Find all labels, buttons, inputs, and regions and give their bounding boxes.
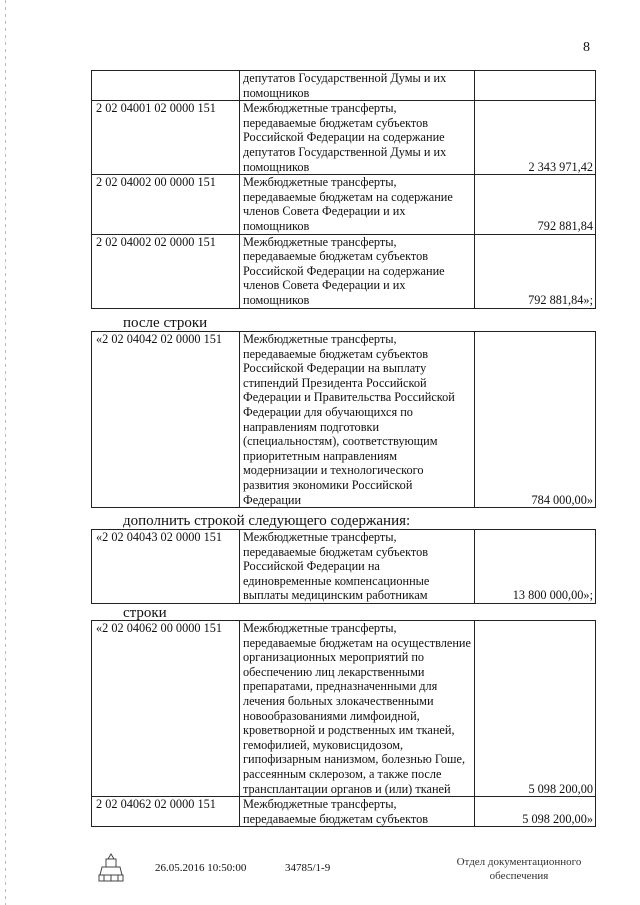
table-row: [92, 530, 596, 604]
amount-cell: 792 881,84: [475, 175, 596, 234]
name-cell: Межбюджетные трансферты, передаваемые бюджетам субъектов Российской Федерации на содержание депутатов Государственной Думы и их помощников: [240, 101, 475, 175]
amount-cell: 792 881,84»;: [475, 234, 596, 308]
amount-cell: 5 098 200,00: [475, 621, 596, 797]
budget-table-4: [91, 620, 596, 827]
budget-table-2: [91, 331, 596, 508]
table-row: [92, 332, 596, 508]
footer-doc-number: 34785/1-9: [285, 862, 331, 874]
table-block-1: [91, 70, 596, 309]
table-row: [92, 175, 596, 234]
amount-cell: 2 343 971,42: [475, 101, 596, 175]
table-row: [92, 101, 596, 175]
code-cell: 2 02 04002 02 0000 151: [92, 234, 240, 308]
code-cell: «2 02 04042 02 0000 151: [92, 332, 240, 508]
table-row: [92, 621, 596, 797]
footer-department: [449, 855, 589, 883]
budget-table-3: [91, 529, 596, 604]
budget-table-1: [91, 70, 596, 309]
table-row: [92, 797, 596, 827]
seal-logo-icon: [96, 851, 126, 885]
intro-lines: строки: [123, 605, 167, 621]
code-cell: [92, 71, 240, 101]
name-cell: Межбюджетные трансферты, передаваемые бюджетам субъектов Российской Федерации на выплату стипендий Президента Российской Федерации и Правительства Российской Федерации для обучающихся по направлениям подготовки (специальностям), соответствующим приоритетным направлениям модернизации и технологического развития экономики Российской Федерации: [240, 332, 475, 508]
name-cell: депутатов Государственной Думы и их помощников: [240, 71, 475, 101]
amount-cell: 5 098 200,00»: [475, 797, 596, 827]
table-row: [92, 71, 596, 101]
name-cell: Межбюджетные трансферты, передаваемые бюджетам субъектов Российской Федерации на единовременные компенсационные выплаты медицинским работникам: [240, 530, 475, 604]
intro-add-line: дополнить строкой следующего содержания:: [123, 513, 411, 529]
amount-cell: [475, 71, 596, 101]
code-cell: 2 02 04002 00 0000 151: [92, 175, 240, 234]
table-block-2: [91, 331, 596, 508]
name-cell: Межбюджетные трансферты, передаваемые бюджетам субъектов: [240, 797, 475, 827]
table-block-4: [91, 620, 596, 827]
amount-cell: 13 800 000,00»;: [475, 530, 596, 604]
code-cell: 2 02 04001 02 0000 151: [92, 101, 240, 175]
code-cell: «2 02 04043 02 0000 151: [92, 530, 240, 604]
footer-datetime: 26.05.2016 10:50:00: [155, 862, 247, 874]
name-cell: Межбюджетные трансферты, передаваемые бюджетам субъектов Российской Федерации на содержание членов Совета Федерации и их помощников: [240, 234, 475, 308]
code-cell: 2 02 04062 02 0000 151: [92, 797, 240, 827]
intro-after-line: после строки: [123, 315, 208, 331]
page-number: 8: [583, 40, 590, 55]
table-block-3: [91, 529, 596, 604]
binding-dotted-line: [5, 0, 6, 905]
table-row: [92, 234, 596, 308]
footer-department-line2: обеспечения: [489, 870, 549, 882]
code-cell: «2 02 04062 00 0000 151: [92, 621, 240, 797]
amount-cell: 784 000,00»: [475, 332, 596, 508]
name-cell: Межбюджетные трансферты, передаваемые бюджетам на осуществление организационных мероприятий по обеспечению лиц лекарственными препаратами, предназначенными для лечения больных злокачественными новообразованиями лимфоидной, кроветворной и родственных им тканей, гемофилией, муковисцидозом, гипофизарным нанизмом, болезнью Гоше, рассеянным склерозом, а также после трансплантации органов и (или) тканей: [240, 621, 475, 797]
name-cell: Межбюджетные трансферты, передаваемые бюджетам на содержание членов Совета Федерации и их помощников: [240, 175, 475, 234]
footer-department-line1: Отдел документационного: [456, 856, 582, 868]
